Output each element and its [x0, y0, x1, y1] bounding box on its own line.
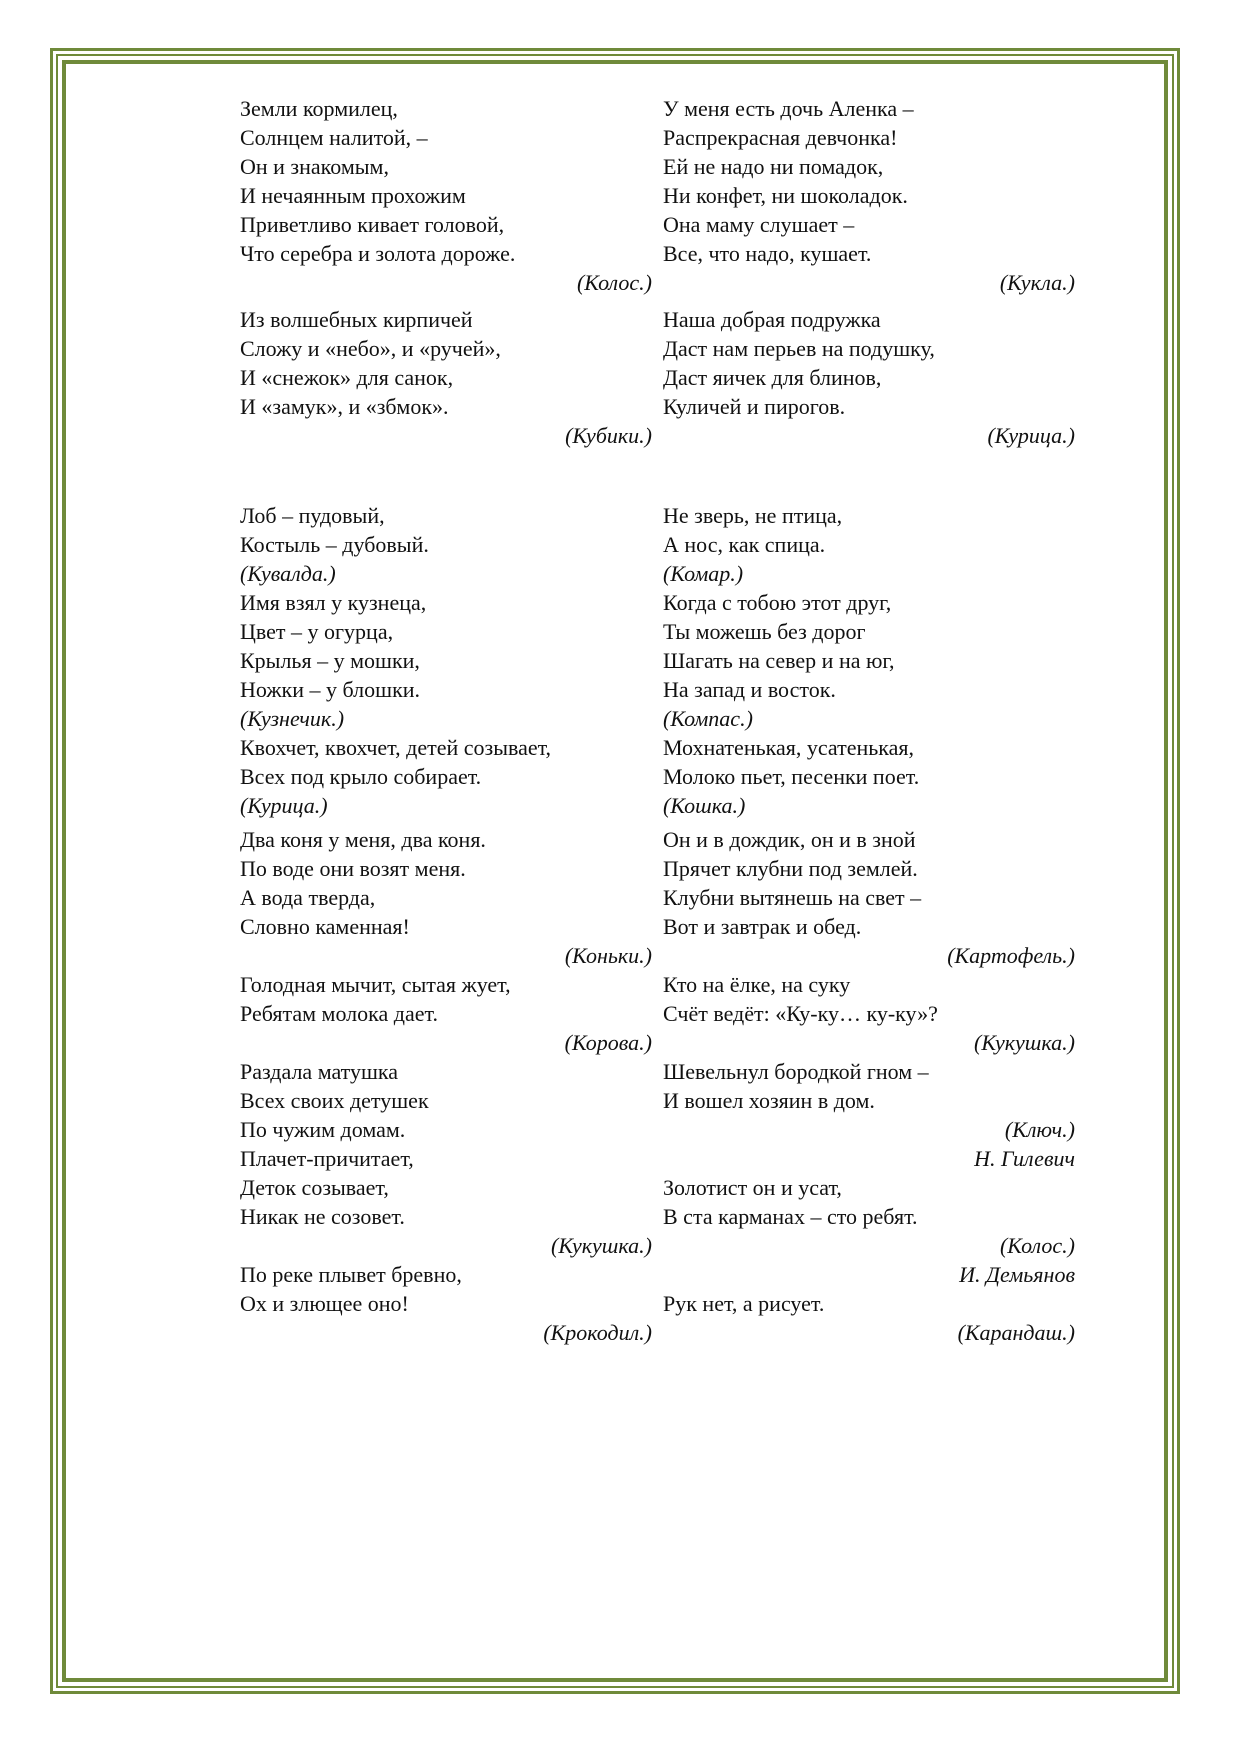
riddle-line: Что серебра и золота дороже. [240, 241, 516, 266]
riddle-line: Шагать на север и на юг, [663, 648, 895, 673]
riddle-line: Она маму слушает – [663, 212, 855, 237]
riddle-answer: (Карандаш.) [957, 1320, 1075, 1345]
riddle-line: Ни конфет, ни шоколадок. [663, 183, 908, 208]
riddle-line: Даст нам перьев на подушку, [663, 336, 935, 361]
riddle-line: У меня есть дочь Аленка – [663, 96, 914, 121]
riddle-line: И «снежок» для санок, [240, 365, 454, 390]
riddle-line: Квохчет, квохчет, детей созывает, [240, 735, 552, 760]
riddle-answer: (Кукла.) [999, 270, 1075, 295]
riddle-line: Костыль – дубовый. [240, 532, 429, 557]
riddle-answer: (Кубики.) [565, 423, 652, 448]
riddle-line: Золотист он и усат, [663, 1175, 842, 1200]
riddle-line: Крылья – у мошки, [240, 648, 420, 673]
riddle-answer: (Коньки.) [564, 943, 652, 968]
riddle-line: Мохнатенькая, усатенькая, [663, 735, 915, 760]
riddle-answer: (Колос.) [999, 1233, 1075, 1258]
riddle-line: Все, что надо, кушает. [663, 241, 872, 266]
riddle-line: А вода тверда, [240, 885, 376, 910]
riddle-answer: (Кузнечик.) [240, 706, 345, 731]
riddle-answer: (Ключ.) [1004, 1117, 1075, 1142]
riddle-line: По воде они возят меня. [240, 856, 466, 881]
riddle-kukla [663, 94, 1075, 297]
riddle-line: Сложу и «небо», и «ручей», [240, 336, 501, 361]
riddle-kuritsa [663, 305, 1075, 450]
riddle-line: Словно каменная! [240, 914, 410, 939]
riddle-answer: (Корова.) [564, 1030, 652, 1055]
riddle-line: Счёт ведёт: «Ку-ку… ку-ку»? [663, 1001, 938, 1026]
riddle-line: В ста карманах – сто ребят. [663, 1204, 918, 1229]
riddle-author: Н. Гилевич [974, 1146, 1075, 1171]
riddle-line: Он и в дождик, он и в зной [663, 827, 916, 852]
riddle-line: Приветливо кивает головой, [240, 212, 505, 237]
riddle-line: Ребятам молока дает. [240, 1001, 438, 1026]
riddle-kuvalda [240, 501, 652, 820]
riddle-line: По реке плывет бревно, [240, 1262, 462, 1287]
riddle-answer: (Кукушка.) [551, 1233, 652, 1258]
riddle-answer: (Картофель.) [947, 943, 1075, 968]
riddle-line: Клубни вытянешь на свет – [663, 885, 922, 910]
riddle-line: Ножки – у блошки. [240, 677, 421, 702]
riddle-line: Никак не созовет. [240, 1204, 405, 1229]
riddle-answer: (Кувалда.) [240, 561, 336, 586]
riddle-answer: (Курица.) [987, 423, 1075, 448]
riddle-line: Когда с тобою этот друг, [663, 590, 892, 615]
riddle-line: Он и знакомым, [240, 154, 389, 179]
riddle-line: Лоб – пудовый, [240, 503, 385, 528]
riddle-answer: (Кошка.) [663, 793, 746, 818]
riddle-kartofel [663, 825, 1075, 1347]
riddle-line: Деток созывает, [240, 1175, 389, 1200]
riddle-line: Всех своих детушек [240, 1088, 429, 1113]
riddle-komar [663, 501, 1075, 820]
riddle-line: Вот и завтрак и обед. [663, 914, 862, 939]
riddle-line: Земли кормилец, [240, 96, 398, 121]
riddle-kubiki [240, 305, 652, 450]
riddle-answer: (Кукушка.) [974, 1030, 1075, 1055]
riddle-line: Ты можешь без дорог [663, 619, 866, 644]
riddle-line: Два коня у меня, два коня. [240, 827, 486, 852]
riddle-line: Цвет – у огурца, [240, 619, 394, 644]
riddle-konki [240, 825, 652, 1347]
riddle-line: Ох и злющее оно! [240, 1291, 409, 1316]
riddle-line: А нос, как спица. [663, 532, 826, 557]
riddle-line: Всех под крыло собирает. [240, 764, 482, 789]
riddle-kolos [240, 94, 652, 297]
riddle-line: И «замук», и «збмок». [240, 394, 449, 419]
riddle-line: Не зверь, не птица, [663, 503, 843, 528]
riddle-line: И нечаянным прохожим [240, 183, 466, 208]
riddle-line: Рук нет, а рисует. [663, 1291, 825, 1316]
riddle-line: Солнцем налитой, – [240, 125, 428, 150]
riddle-line: Распрекрасная девчонка! [663, 125, 898, 150]
riddle-line: Наша добрая подружка [663, 307, 881, 332]
riddle-line: Плачет-причитает, [240, 1146, 414, 1171]
riddle-line: Имя взял у кузнеца, [240, 590, 427, 615]
riddle-line: Куличей и пирогов. [663, 394, 846, 419]
riddle-line: Голодная мычит, сытая жует, [240, 972, 511, 997]
riddle-line: Ей не надо ни помадок, [663, 154, 884, 179]
riddle-line: Прячет клубни под землей. [663, 856, 918, 881]
riddle-answer: (Компас.) [663, 706, 753, 731]
riddle-line: Из волшебных кирпичей [240, 307, 473, 332]
riddle-answer: (Колос.) [576, 270, 652, 295]
riddle-answer: (Крокодил.) [543, 1320, 652, 1345]
riddle-line: По чужим домам. [240, 1117, 406, 1142]
riddle-author: И. Демьянов [959, 1262, 1075, 1287]
riddle-line: Шевельнул бородкой гном – [663, 1059, 929, 1084]
riddle-line: Молоко пьет, песенки поет. [663, 764, 920, 789]
riddle-line: Кто на ёлке, на суку [663, 972, 851, 997]
riddle-line: На запад и восток. [663, 677, 836, 702]
riddle-answer: (Комар.) [663, 561, 744, 586]
riddle-line: И вошел хозяин в дом. [663, 1088, 875, 1113]
riddle-line: Раздала матушка [240, 1059, 399, 1084]
riddle-answer: (Курица.) [240, 793, 328, 818]
riddle-line: Даст яичек для блинов, [663, 365, 882, 390]
